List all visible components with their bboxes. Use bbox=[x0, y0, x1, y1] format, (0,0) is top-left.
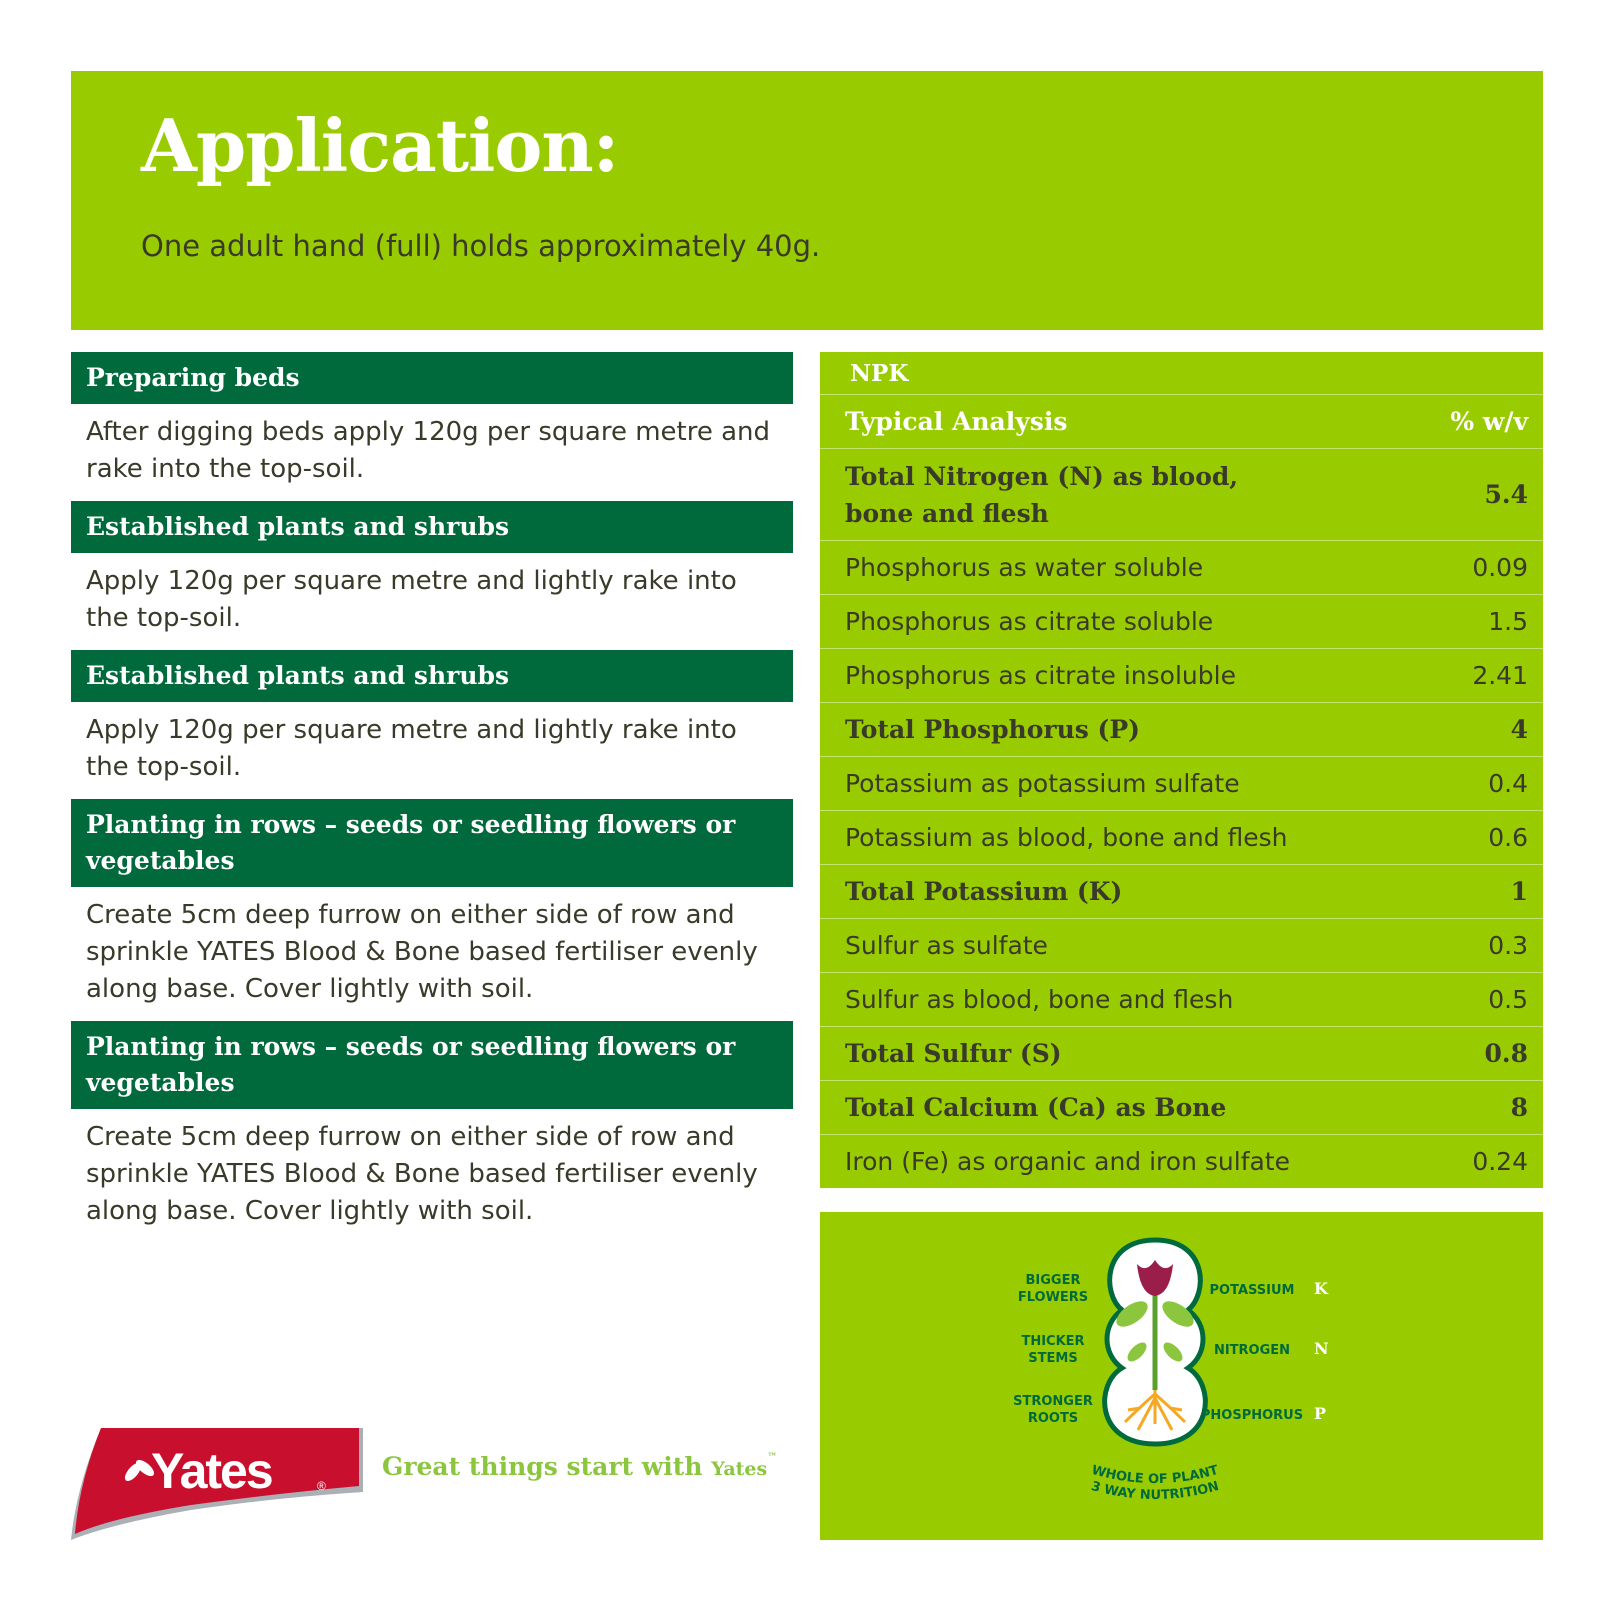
row-value: 1 bbox=[1510, 877, 1528, 906]
row-value: 8 bbox=[1510, 1093, 1528, 1122]
instruction-section bbox=[71, 650, 793, 799]
section-body: After digging beds apply 120g per square metre and rake into the top-soil. bbox=[86, 417, 771, 484]
yates-logo bbox=[71, 1428, 363, 1540]
section-heading: Established plants and shrubs bbox=[71, 650, 793, 702]
table-row bbox=[820, 810, 1543, 864]
row-name: Potassium as potassium sulfate bbox=[845, 769, 1240, 798]
table-header-row bbox=[820, 394, 1543, 448]
row-name: Phosphorus as citrate soluble bbox=[845, 607, 1214, 636]
application-banner bbox=[71, 71, 1543, 330]
row-value: 0.4 bbox=[1488, 769, 1528, 798]
instruction-section bbox=[71, 501, 793, 650]
registered-mark: ® bbox=[317, 1479, 326, 1493]
table-row bbox=[820, 448, 1543, 540]
nutrition-diagram bbox=[820, 1212, 1543, 1540]
table-row bbox=[820, 918, 1543, 972]
row-value: 0.24 bbox=[1472, 1147, 1528, 1176]
column-header-name: Typical Analysis bbox=[845, 407, 1068, 436]
column-header-value: % w/v bbox=[1450, 407, 1528, 436]
instruction-section bbox=[71, 799, 793, 1021]
typical-analysis-table bbox=[820, 352, 1543, 1188]
table-row bbox=[820, 864, 1543, 918]
arc-text-line2: 3 WAY NUTRITION bbox=[1089, 1478, 1221, 1504]
table-row bbox=[820, 1134, 1543, 1188]
table-row bbox=[820, 972, 1543, 1026]
label-flowers: FLOWERS bbox=[1017, 1290, 1089, 1305]
table-row bbox=[820, 702, 1543, 756]
section-heading: Preparing beds bbox=[71, 352, 793, 404]
row-value: 2.41 bbox=[1472, 661, 1528, 690]
row-name: Total Nitrogen (N) as blood, bone and flesh bbox=[845, 461, 1239, 528]
row-value: 0.5 bbox=[1488, 985, 1528, 1014]
row-name: Total Calcium (Ca) as Bone bbox=[845, 1093, 1227, 1122]
logo-wordmark: Yates bbox=[151, 1443, 272, 1499]
label-phosphorus: PHOSPHORUS bbox=[1200, 1408, 1304, 1423]
section-body: Create 5cm deep furrow on either side of row and sprinkle YATES Blood & Bone based fertiliser evenly along base. Cover lightly with soil. bbox=[86, 1122, 758, 1226]
instruction-section bbox=[71, 352, 793, 501]
row-value: 0.3 bbox=[1488, 931, 1528, 960]
row-name: Sulfur as blood, bone and flesh bbox=[845, 985, 1234, 1014]
row-name: Phosphorus as citrate insoluble bbox=[845, 661, 1236, 690]
row-value: 4 bbox=[1510, 715, 1528, 744]
row-value: 1.5 bbox=[1488, 607, 1528, 636]
section-heading: Established plants and shrubs bbox=[71, 501, 793, 553]
table-body bbox=[820, 448, 1543, 1188]
table-row bbox=[820, 594, 1543, 648]
section-heading: Planting in rows – seeds or seedling flowers or vegetables bbox=[71, 799, 793, 887]
section-heading: Planting in rows – seeds or seedling flowers or vegetables bbox=[71, 1021, 793, 1109]
label-nitrogen: NITROGEN bbox=[1213, 1343, 1291, 1358]
section-body: Apply 120g per square metre and lightly rake into the top-soil. bbox=[86, 715, 737, 782]
npk-label: NPK bbox=[850, 359, 909, 387]
table-row bbox=[820, 648, 1543, 702]
row-value: 0.09 bbox=[1472, 553, 1528, 582]
row-name: Total Phosphorus (P) bbox=[845, 715, 1140, 744]
letter-p: P bbox=[1314, 1404, 1327, 1423]
label-roots: ROOTS bbox=[1027, 1411, 1079, 1426]
tagline-tm: ™ bbox=[767, 1452, 778, 1463]
row-name: Total Potassium (K) bbox=[845, 877, 1123, 906]
letter-k: K bbox=[1314, 1279, 1328, 1298]
row-value: 5.4 bbox=[1484, 480, 1528, 509]
page-subtitle: One adult hand (full) holds approximately 40g. bbox=[141, 229, 821, 263]
row-name: Potassium as blood, bone and flesh bbox=[845, 823, 1288, 852]
label-stronger: STRONGER bbox=[1013, 1394, 1093, 1409]
instructions-column bbox=[71, 352, 793, 1243]
tagline-brand: Yates bbox=[711, 1458, 768, 1480]
row-value: 0.6 bbox=[1488, 823, 1528, 852]
row-name: Sulfur as sulfate bbox=[845, 931, 1048, 960]
label-potassium: POTASSIUM bbox=[1209, 1283, 1295, 1298]
tagline-text: Great things start with bbox=[382, 1452, 703, 1481]
row-value: 0.8 bbox=[1484, 1039, 1528, 1068]
label-stems: STEMS bbox=[1028, 1351, 1078, 1366]
instruction-section bbox=[71, 1021, 793, 1243]
letter-n: N bbox=[1314, 1339, 1329, 1358]
label-bigger: BIGGER bbox=[1025, 1273, 1081, 1288]
section-body: Apply 120g per square metre and lightly rake into the top-soil. bbox=[86, 566, 737, 633]
label-thicker: THICKER bbox=[1021, 1334, 1085, 1349]
row-name: Total Sulfur (S) bbox=[845, 1039, 1062, 1068]
table-row bbox=[820, 1026, 1543, 1080]
table-npk-label bbox=[820, 352, 1543, 394]
section-body: Create 5cm deep furrow on either side of row and sprinkle YATES Blood & Bone based fertiliser evenly along base. Cover lightly with soil. bbox=[86, 900, 758, 1004]
tagline bbox=[382, 1452, 777, 1481]
row-name: Phosphorus as water soluble bbox=[845, 553, 1204, 582]
page-title: Application: bbox=[141, 103, 619, 188]
row-name: Iron (Fe) as organic and iron sulfate bbox=[845, 1147, 1290, 1176]
arc-text-line1: WHOLE OF PLANT bbox=[1089, 1462, 1221, 1488]
table-row bbox=[820, 1080, 1543, 1134]
table-row bbox=[820, 540, 1543, 594]
plant-illustration bbox=[820, 1212, 1543, 1540]
table-row bbox=[820, 756, 1543, 810]
